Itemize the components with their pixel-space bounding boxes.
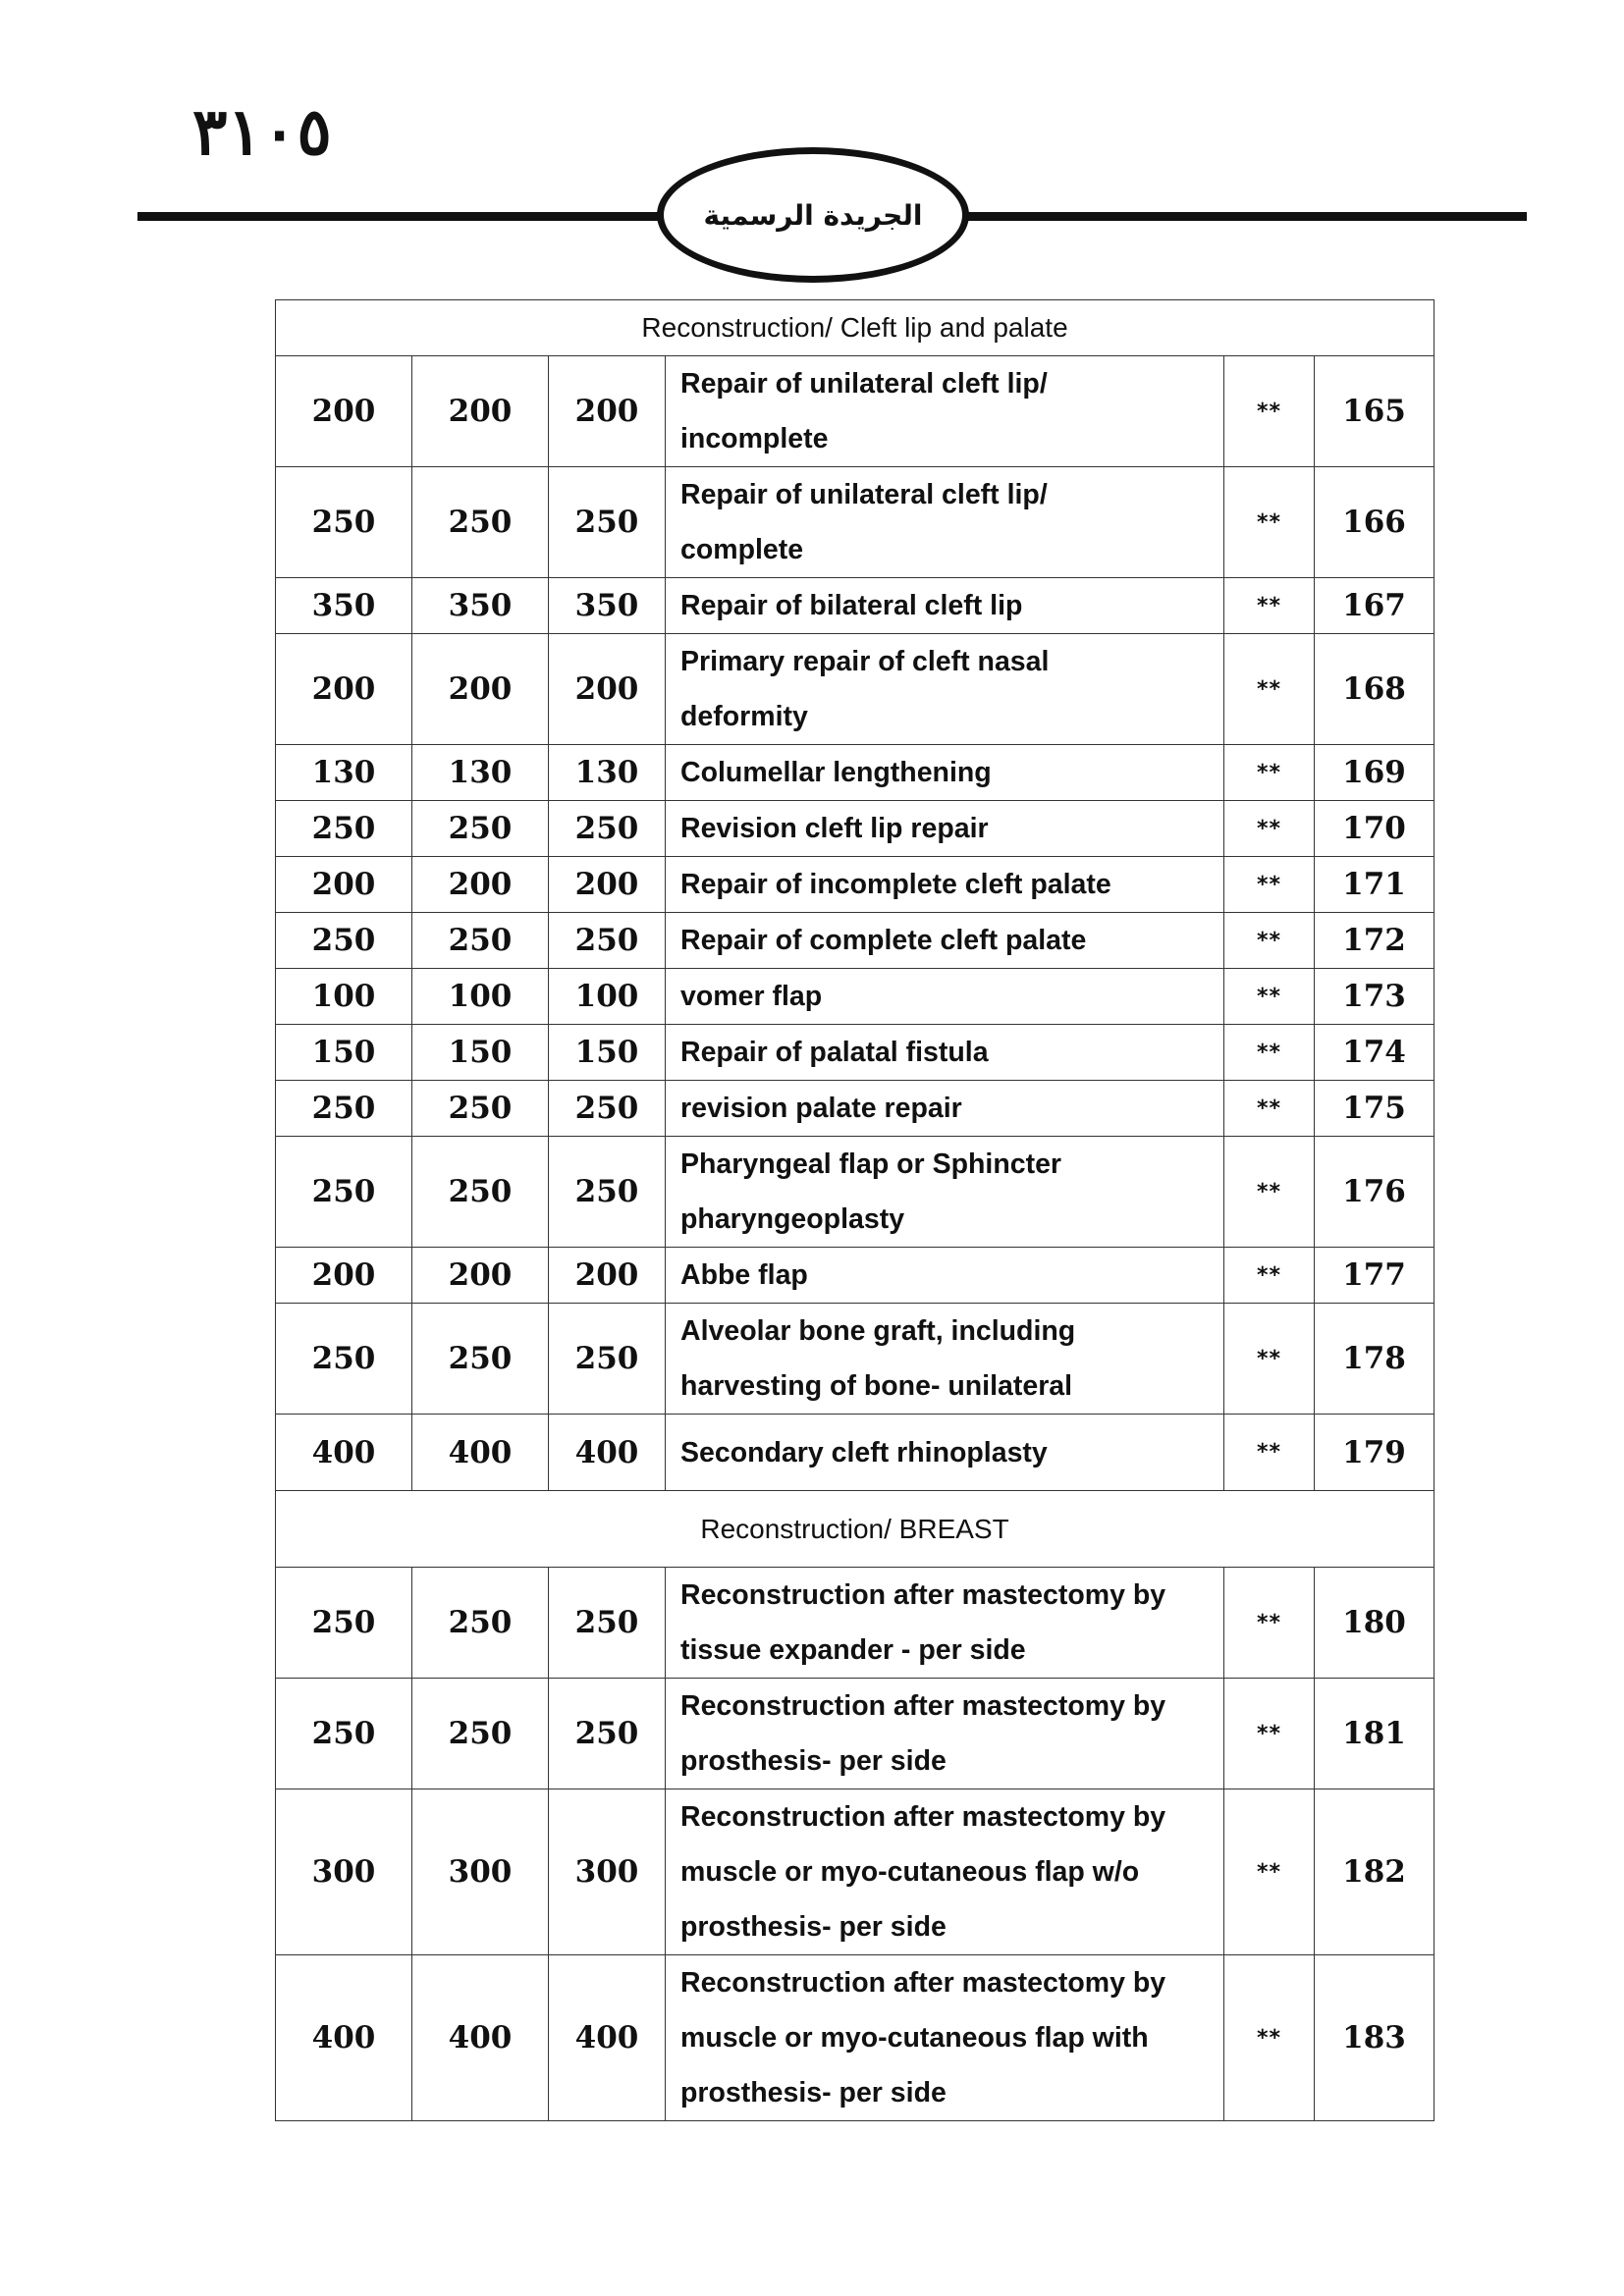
description-line: pharyngeoplasty — [680, 1203, 905, 1235]
description-line: Secondary cleft rhinoplasty — [680, 1436, 1048, 1468]
asterisk-mark: ** — [1224, 969, 1315, 1025]
fee-cell-2: 250 — [412, 1304, 549, 1415]
fee-cell-3: 130 — [549, 745, 666, 801]
description-line: Reconstruction after mastectomy by — [680, 1967, 1166, 1999]
fee-cell-3: 250 — [549, 467, 666, 578]
fee-cell-3: 400 — [549, 1955, 666, 2121]
description-line: Repair of incomplete cleft palate — [680, 869, 1111, 900]
fee-cell-2: 250 — [412, 801, 549, 857]
fee-cell-3: 150 — [549, 1025, 666, 1081]
asterisk-mark: ** — [1224, 1955, 1315, 2121]
procedure-description — [666, 1304, 1224, 1415]
fee-cell-3: 300 — [549, 1789, 666, 1955]
procedure-description — [666, 1955, 1224, 2121]
fee-cell-1: 150 — [276, 1025, 412, 1081]
procedure-description — [666, 1248, 1224, 1304]
table-row — [276, 1137, 1435, 1248]
fee-cell-1: 350 — [276, 578, 412, 634]
procedure-code: 167 — [1315, 578, 1435, 634]
fee-cell-1: 130 — [276, 745, 412, 801]
procedure-code: 169 — [1315, 745, 1435, 801]
fee-cell-3: 250 — [549, 1568, 666, 1679]
procedure-code: 182 — [1315, 1789, 1435, 1955]
fee-cell-2: 250 — [412, 467, 549, 578]
procedure-code: 174 — [1315, 1025, 1435, 1081]
table-row — [276, 1955, 1435, 2121]
table-row — [276, 969, 1435, 1025]
fee-cell-2: 200 — [412, 857, 549, 913]
fee-cell-1: 250 — [276, 1304, 412, 1415]
fee-cell-3: 250 — [549, 801, 666, 857]
asterisk-mark: ** — [1224, 1415, 1315, 1491]
fee-cell-2: 200 — [412, 356, 549, 467]
procedure-code: 183 — [1315, 1955, 1435, 2121]
procedure-description — [666, 467, 1224, 578]
table-row — [276, 1789, 1435, 1955]
description-line: prosthesis- per side — [680, 2077, 947, 2109]
asterisk-mark: ** — [1224, 1789, 1315, 1955]
fee-cell-1: 400 — [276, 1415, 412, 1491]
description-line: Alveolar bone graft, including — [680, 1315, 1076, 1347]
section-title: Reconstruction/ BREAST — [276, 1491, 1435, 1568]
asterisk-mark: ** — [1224, 801, 1315, 857]
fee-cell-2: 250 — [412, 1679, 549, 1789]
fee-cell-3: 350 — [549, 578, 666, 634]
procedure-description — [666, 1568, 1224, 1679]
section-header-row — [276, 1491, 1435, 1568]
fee-cell-2: 350 — [412, 578, 549, 634]
table-row — [276, 1025, 1435, 1081]
table-row — [276, 578, 1435, 634]
table-row — [276, 1415, 1435, 1491]
fee-cell-2: 300 — [412, 1789, 549, 1955]
fee-cell-3: 250 — [549, 1081, 666, 1137]
table-row — [276, 857, 1435, 913]
description-line: Repair of unilateral cleft lip/ — [680, 479, 1048, 510]
asterisk-mark: ** — [1224, 913, 1315, 969]
procedure-description — [666, 578, 1224, 634]
fee-cell-2: 150 — [412, 1025, 549, 1081]
asterisk-mark: ** — [1224, 1248, 1315, 1304]
fee-cell-1: 250 — [276, 1137, 412, 1248]
description-line: Repair of bilateral cleft lip — [680, 590, 1023, 621]
description-line: Pharyngeal flap or Sphincter — [680, 1148, 1062, 1180]
asterisk-mark: ** — [1224, 1304, 1315, 1415]
description-line: harvesting of bone- unilateral — [680, 1370, 1073, 1402]
section-title: Reconstruction/ Cleft lip and palate — [276, 300, 1435, 356]
fee-cell-3: 250 — [549, 1679, 666, 1789]
fee-cell-2: 250 — [412, 1081, 549, 1137]
procedure-description — [666, 634, 1224, 745]
procedure-description — [666, 1137, 1224, 1248]
fee-cell-2: 100 — [412, 969, 549, 1025]
asterisk-mark: ** — [1224, 1568, 1315, 1679]
procedure-description — [666, 1679, 1224, 1789]
description-line: Repair of complete cleft palate — [680, 925, 1087, 956]
fee-cell-2: 200 — [412, 634, 549, 745]
gazette-title: الجريدة الرسمية — [703, 198, 923, 232]
procedure-code: 168 — [1315, 634, 1435, 745]
description-line: Reconstruction after mastectomy by — [680, 1690, 1166, 1722]
asterisk-mark: ** — [1224, 745, 1315, 801]
table-row — [276, 1248, 1435, 1304]
description-line: revision palate repair — [680, 1093, 962, 1124]
fee-cell-3: 200 — [549, 857, 666, 913]
table-row — [276, 1679, 1435, 1789]
header-ellipse — [657, 147, 969, 283]
fee-cell-1: 250 — [276, 1679, 412, 1789]
fee-cell-3: 250 — [549, 1304, 666, 1415]
procedure-description — [666, 913, 1224, 969]
fee-table — [275, 299, 1435, 2121]
description-line: tissue expander - per side — [680, 1634, 1026, 1666]
fee-cell-1: 250 — [276, 467, 412, 578]
table-row — [276, 634, 1435, 745]
procedure-description — [666, 1025, 1224, 1081]
fee-cell-1: 200 — [276, 634, 412, 745]
description-line: Reconstruction after mastectomy by — [680, 1801, 1166, 1833]
procedure-code: 166 — [1315, 467, 1435, 578]
procedure-description — [666, 356, 1224, 467]
procedure-code: 179 — [1315, 1415, 1435, 1491]
fee-cell-2: 400 — [412, 1955, 549, 2121]
fee-cell-2: 250 — [412, 1568, 549, 1679]
description-line: prosthesis- per side — [680, 1745, 947, 1777]
asterisk-mark: ** — [1224, 578, 1315, 634]
procedure-description — [666, 1789, 1224, 1955]
fee-cell-3: 250 — [549, 913, 666, 969]
procedure-code: 165 — [1315, 356, 1435, 467]
fee-cell-1: 250 — [276, 913, 412, 969]
table-row — [276, 745, 1435, 801]
procedure-code: 177 — [1315, 1248, 1435, 1304]
table-row — [276, 356, 1435, 467]
fee-cell-1: 300 — [276, 1789, 412, 1955]
table-row — [276, 1568, 1435, 1679]
description-line: incomplete — [680, 423, 829, 454]
procedure-description — [666, 857, 1224, 913]
description-line: vomer flap — [680, 981, 823, 1012]
header-rule-left — [137, 212, 660, 221]
procedure-description — [666, 969, 1224, 1025]
asterisk-mark: ** — [1224, 1679, 1315, 1789]
description-line: Primary repair of cleft nasal — [680, 646, 1050, 677]
description-line: prosthesis- per side — [680, 1911, 947, 1943]
procedure-code: 180 — [1315, 1568, 1435, 1679]
asterisk-mark: ** — [1224, 634, 1315, 745]
procedure-code: 170 — [1315, 801, 1435, 857]
description-line: Reconstruction after mastectomy by — [680, 1579, 1166, 1611]
procedure-description — [666, 801, 1224, 857]
table-row — [276, 1304, 1435, 1415]
fee-cell-1: 250 — [276, 801, 412, 857]
asterisk-mark: ** — [1224, 467, 1315, 578]
fee-cell-1: 200 — [276, 1248, 412, 1304]
procedure-description — [666, 1415, 1224, 1491]
description-line: Repair of unilateral cleft lip/ — [680, 368, 1048, 400]
procedure-code: 178 — [1315, 1304, 1435, 1415]
procedure-code: 173 — [1315, 969, 1435, 1025]
fee-cell-3: 100 — [549, 969, 666, 1025]
description-line: Abbe flap — [680, 1259, 808, 1291]
table-row — [276, 467, 1435, 578]
fee-cell-1: 100 — [276, 969, 412, 1025]
fee-cell-1: 200 — [276, 356, 412, 467]
table-row — [276, 1081, 1435, 1137]
header-rule-right — [965, 212, 1527, 221]
page-number: ٣١٠٥ — [192, 93, 332, 170]
asterisk-mark: ** — [1224, 1137, 1315, 1248]
asterisk-mark: ** — [1224, 1081, 1315, 1137]
description-line: complete — [680, 534, 804, 565]
procedure-code: 172 — [1315, 913, 1435, 969]
fee-cell-2: 250 — [412, 1137, 549, 1248]
fee-cell-3: 200 — [549, 1248, 666, 1304]
asterisk-mark: ** — [1224, 356, 1315, 467]
table-row — [276, 913, 1435, 969]
section-header-row — [276, 300, 1435, 356]
fee-cell-1: 250 — [276, 1081, 412, 1137]
procedure-description — [666, 1081, 1224, 1137]
procedure-code: 175 — [1315, 1081, 1435, 1137]
description-line: Columellar lengthening — [680, 757, 992, 788]
description-line: deformity — [680, 701, 808, 732]
fee-cell-3: 200 — [549, 634, 666, 745]
procedure-code: 181 — [1315, 1679, 1435, 1789]
fee-cell-1: 400 — [276, 1955, 412, 2121]
description-line: Repair of palatal fistula — [680, 1037, 989, 1068]
procedure-description — [666, 745, 1224, 801]
fee-cell-2: 200 — [412, 1248, 549, 1304]
fee-cell-3: 200 — [549, 356, 666, 467]
fee-cell-1: 250 — [276, 1568, 412, 1679]
procedure-code: 176 — [1315, 1137, 1435, 1248]
asterisk-mark: ** — [1224, 857, 1315, 913]
fee-cell-1: 200 — [276, 857, 412, 913]
fee-cell-3: 400 — [549, 1415, 666, 1491]
fee-cell-3: 250 — [549, 1137, 666, 1248]
fee-cell-2: 400 — [412, 1415, 549, 1491]
description-line: muscle or myo-cutaneous flap w/o — [680, 1856, 1140, 1888]
asterisk-mark: ** — [1224, 1025, 1315, 1081]
description-line: muscle or myo-cutaneous flap with — [680, 2022, 1149, 2054]
table-row — [276, 801, 1435, 857]
fee-cell-2: 130 — [412, 745, 549, 801]
procedure-code: 171 — [1315, 857, 1435, 913]
fee-cell-2: 250 — [412, 913, 549, 969]
description-line: Revision cleft lip repair — [680, 813, 989, 844]
